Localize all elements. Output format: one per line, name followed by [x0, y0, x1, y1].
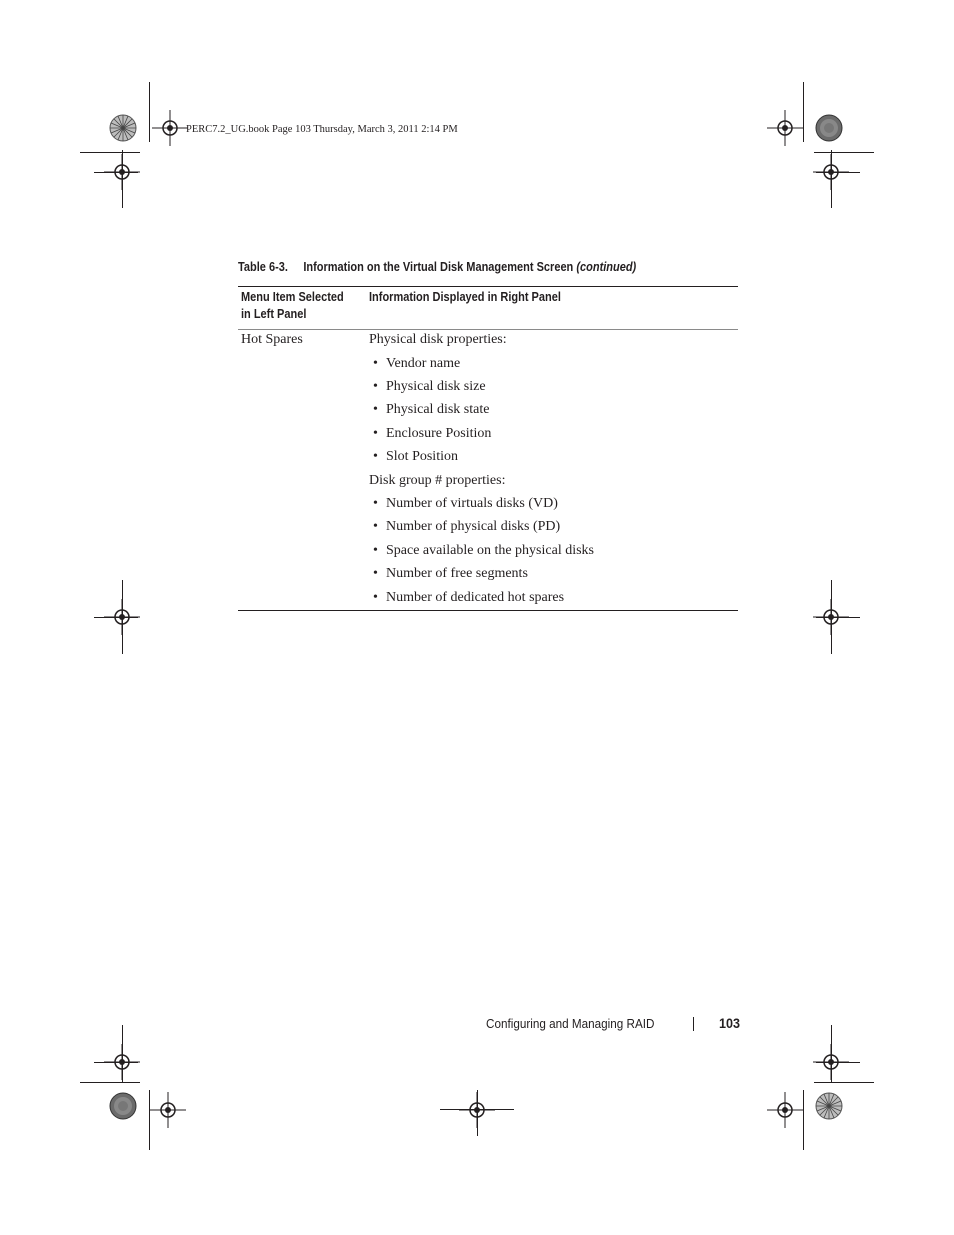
print-slug: PERC7.2_UG.book Page 103 Thursday, March 3, 2011 2:14 PM [186, 124, 458, 135]
table-caption [238, 260, 636, 274]
registration-target-icon [811, 597, 851, 637]
page-number: 103 [719, 1015, 741, 1031]
registration-target-icon [102, 152, 142, 192]
group-label-disk-group: Disk group # properties: [369, 473, 506, 488]
table-cell-menu-item: Hot Spares [241, 332, 303, 347]
table-header-info: Information Displayed in Right Panel [369, 290, 561, 304]
footer-divider [693, 1017, 694, 1031]
table-header-rule [238, 329, 738, 330]
registration-target-icon [811, 152, 851, 192]
color-swatch-icon [815, 1092, 843, 1120]
table-top-rule [238, 286, 738, 287]
bullet-icon: • [373, 519, 378, 534]
table-header-menu-item-line-2: in Left Panel [241, 307, 307, 321]
bullet-icon: • [373, 426, 378, 441]
bullet-icon: • [373, 449, 378, 464]
registration-target-icon [102, 1042, 142, 1082]
bullet-icon: • [373, 402, 378, 417]
bullet-icon: • [373, 356, 378, 371]
group-label-physical-disk: Physical disk properties: [369, 332, 507, 347]
gray-swatch-icon [109, 1092, 137, 1120]
color-swatch-icon [109, 114, 137, 142]
gray-swatch-icon [815, 114, 843, 142]
bullet-icon: • [373, 379, 378, 394]
table-caption-title: Information on the Virtual Disk Management Screen [303, 260, 574, 274]
registration-target-icon [150, 108, 190, 148]
table-bottom-rule [238, 610, 738, 611]
registration-target-icon [765, 108, 805, 148]
table-caption-number: Table 6-3. [238, 260, 288, 274]
registration-target-icon [102, 597, 142, 637]
table-header-menu-item-line-1: Menu Item Selected [241, 290, 344, 304]
registration-target-icon [148, 1090, 188, 1130]
registration-target-icon [765, 1090, 805, 1130]
footer-section-title: Configuring and Managing RAID [486, 1016, 655, 1031]
bullet-icon: • [373, 590, 378, 605]
bullet-icon: • [373, 496, 378, 511]
registration-target-icon [811, 1042, 851, 1082]
bullet-icon: • [373, 543, 378, 558]
bullet-icon: • [373, 566, 378, 581]
table-caption-continued: (continued) [576, 260, 637, 274]
table-header-menu-item [241, 289, 344, 323]
